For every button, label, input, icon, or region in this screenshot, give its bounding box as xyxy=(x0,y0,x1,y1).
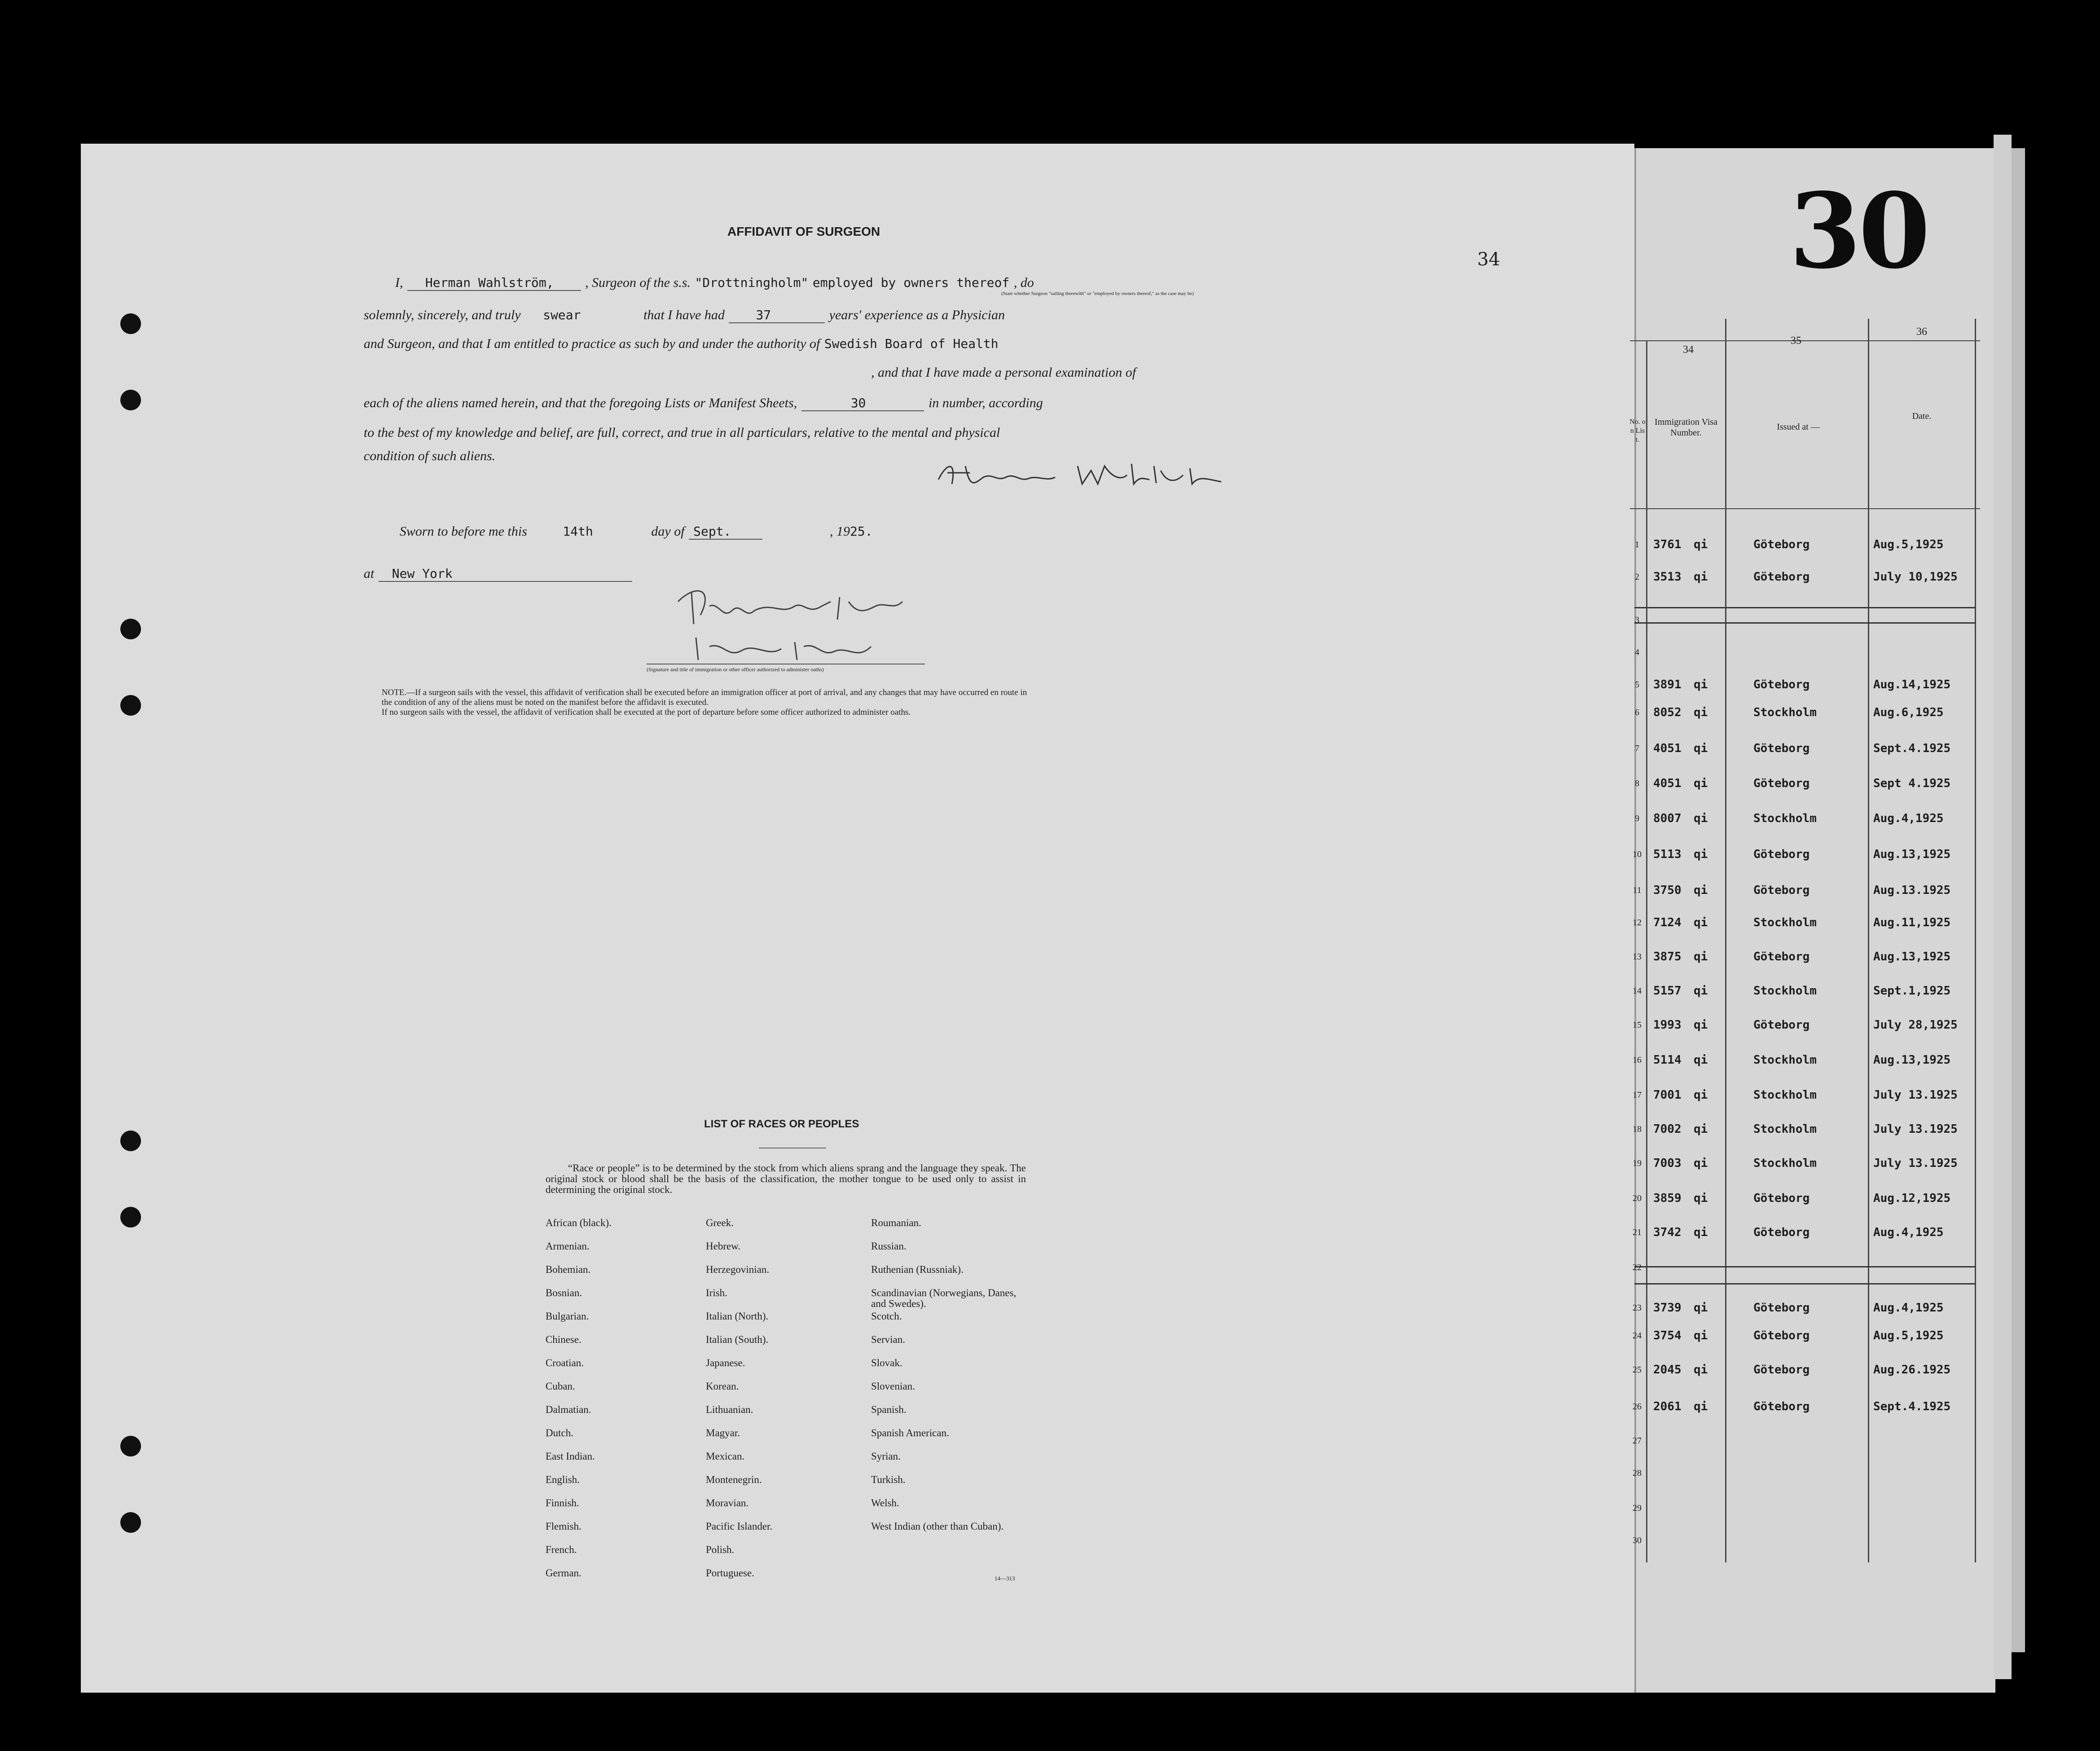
race-item: Chinese. xyxy=(546,1334,581,1345)
race-item: West Indian (other than Cuban). xyxy=(871,1521,1004,1532)
form-code: 14—313 xyxy=(995,1575,1015,1582)
issue-date: Sept.4.1925 xyxy=(1873,742,1951,755)
issued-at: Göteborg xyxy=(1753,678,1810,691)
visa-quota-code: qi xyxy=(1694,777,1708,790)
row-number: 12 xyxy=(1633,918,1642,928)
binder-hole xyxy=(120,619,141,639)
issued-at: Stockholm xyxy=(1753,706,1817,719)
issue-date: Sept.4.1925 xyxy=(1873,1400,1951,1413)
text-in-number: in number, according xyxy=(928,396,1043,410)
races-column-2 xyxy=(706,1218,841,1591)
races-intro: “Race or people” is to be determined by the stock from which aliens sprang and the language they speak. The original stock or blood shall be the basis of the classification, the mother tongue to be used only to assist in determining the original stock. xyxy=(546,1162,1026,1195)
row-number: 30 xyxy=(1633,1535,1642,1545)
row-number: 6 xyxy=(1635,708,1639,717)
issued-at: Göteborg xyxy=(1753,538,1810,551)
race-item: Mexican. xyxy=(706,1451,745,1462)
race-item: Cuban. xyxy=(546,1381,575,1392)
race-item: Italian (North). xyxy=(706,1311,769,1322)
race-item: Japanese. xyxy=(706,1357,745,1368)
visa-quota-code: qi xyxy=(1694,884,1708,897)
issue-date: Sept.1,1925 xyxy=(1873,984,1951,998)
left-page xyxy=(81,144,1634,1693)
race-item: Moravian. xyxy=(706,1497,749,1509)
visa-quota-code: qi xyxy=(1694,812,1708,825)
issue-date: July 13.1925 xyxy=(1873,1088,1958,1102)
visa-quota-code: qi xyxy=(1694,1400,1708,1413)
sheet-number-stamp: 30 xyxy=(1789,171,1928,292)
race-item: Russian. xyxy=(871,1241,907,1252)
note-line-3: If no surgeon sails with the vessel, the affidavit of verification shall be executed at the port of departure before some officer authorized to administer oaths. xyxy=(382,708,911,717)
text-i: I, xyxy=(395,275,403,290)
table-vline xyxy=(1725,319,1726,1562)
races-column-3 xyxy=(871,1218,1019,1544)
affidavit-line-6 xyxy=(364,425,1000,440)
row-number: 26 xyxy=(1633,1402,1642,1412)
col-number-36: 36 xyxy=(1916,326,1927,338)
visa-quota-code: qi xyxy=(1694,1018,1708,1032)
row-number: 5 xyxy=(1635,680,1639,690)
affidavit-title: AFFIDAVIT OF SURGEON xyxy=(727,224,881,238)
visa-quota-code: qi xyxy=(1694,984,1708,998)
issued-at: Göteborg xyxy=(1753,884,1810,897)
issue-date: July 10,1925 xyxy=(1873,570,1958,584)
visa-quota-code: qi xyxy=(1694,1157,1708,1170)
issue-date: Aug.5,1925 xyxy=(1873,1329,1944,1342)
race-item: Italian (South). xyxy=(706,1334,769,1345)
text-do: , do xyxy=(1013,275,1034,290)
affidavit-line-4 xyxy=(871,365,1136,380)
visa-number: 3859 xyxy=(1653,1192,1682,1205)
race-item: Slovak. xyxy=(871,1357,903,1368)
issued-at: Göteborg xyxy=(1753,1226,1810,1239)
issued-at: Göteborg xyxy=(1753,848,1810,861)
visa-quota-code: qi xyxy=(1694,1329,1708,1342)
text-condition: condition of such aliens. xyxy=(364,449,496,463)
officer-caption: (Signature and title of immigration or other officer authorized to administer oaths) xyxy=(647,664,925,673)
race-item: English. xyxy=(546,1474,580,1485)
issued-at: Göteborg xyxy=(1753,742,1810,755)
race-item: Roumanian. xyxy=(871,1217,921,1228)
issue-date: Aug.4,1925 xyxy=(1873,1301,1944,1315)
race-item: Ruthenian (Russniak). xyxy=(871,1264,964,1275)
race-item: Spanish. xyxy=(871,1404,907,1415)
swear: swear xyxy=(543,308,581,322)
row-number: 15 xyxy=(1633,1020,1642,1030)
visa-quota-code: qi xyxy=(1694,950,1708,963)
visa-quota-code: qi xyxy=(1694,916,1708,929)
text-years-experience: years' experience as a Physician xyxy=(829,308,1005,322)
issued-at: Göteborg xyxy=(1753,950,1810,963)
visa-number: 5114 xyxy=(1653,1053,1682,1067)
race-item: Lithuanian. xyxy=(706,1404,753,1415)
issue-date: Aug.4,1925 xyxy=(1873,1226,1944,1239)
row-number: 21 xyxy=(1633,1227,1642,1237)
sworn-day: 14th xyxy=(563,524,593,539)
row-separator xyxy=(1634,1266,1976,1267)
binder-hole xyxy=(120,313,141,334)
header-visa-number: Immigration Visa Number. xyxy=(1654,417,1718,438)
race-item: Irish. xyxy=(706,1287,727,1298)
issued-at: Göteborg xyxy=(1753,777,1810,790)
issued-at: Stockholm xyxy=(1753,984,1817,998)
row-number: 13 xyxy=(1633,952,1642,962)
row-separator xyxy=(1634,607,1976,608)
row-number: 9 xyxy=(1635,814,1639,823)
row-number: 14 xyxy=(1633,986,1642,996)
visa-number: 8052 xyxy=(1653,706,1682,719)
text-sworn: Sworn to before me this xyxy=(400,524,527,539)
binder-hole xyxy=(120,390,141,410)
visa-number: 8007 xyxy=(1653,812,1682,825)
sworn-year: 25. xyxy=(850,524,873,539)
issue-date: Aug.13.1925 xyxy=(1873,884,1951,897)
text-authority: and Surgeon, and that I am entitled to practice as such by and under the authority of xyxy=(364,336,820,351)
text-examination: , and that I have made a personal examination of xyxy=(871,365,1136,380)
binder-hole xyxy=(120,1512,141,1533)
row-number: 22 xyxy=(1633,1263,1642,1272)
race-item: Dutch. xyxy=(546,1427,573,1439)
col-number-34: 34 xyxy=(1683,344,1694,356)
race-item: Scotch. xyxy=(871,1311,902,1322)
page-edge-shadow xyxy=(2012,148,2025,1652)
race-item: Croatian. xyxy=(546,1357,584,1368)
visa-number: 7003 xyxy=(1653,1157,1682,1170)
table-vline xyxy=(1646,341,1647,1562)
header-date: Date. xyxy=(1912,411,1932,421)
visa-quota-code: qi xyxy=(1694,1088,1708,1102)
surgeon-status-note: (State whether Surgeon "sailing therewith" or "employed by owners thereof," as the case may be) xyxy=(1001,291,1194,296)
visa-quota-code: qi xyxy=(1694,1122,1708,1136)
text-knowledge: to the best of my knowledge and belief, are full, correct, and true in all particulars, relative to the mental and physical xyxy=(364,425,1000,440)
issue-date: Aug.13,1925 xyxy=(1873,1053,1951,1067)
issued-at: Göteborg xyxy=(1753,1400,1810,1413)
row-number: 8 xyxy=(1635,779,1639,788)
visa-number: 3750 xyxy=(1653,884,1682,897)
visa-quota-code: qi xyxy=(1694,570,1708,584)
row-number: 24 xyxy=(1633,1331,1642,1341)
issue-date: Sept 4.1925 xyxy=(1873,777,1951,790)
row-number: 29 xyxy=(1633,1503,1642,1513)
issued-at: Stockholm xyxy=(1753,812,1817,825)
issued-at: Göteborg xyxy=(1753,1301,1810,1315)
issued-at: Göteborg xyxy=(1753,1329,1810,1342)
visa-number: 7124 xyxy=(1653,916,1682,929)
text-at: at xyxy=(364,566,374,581)
sworn-line xyxy=(400,524,873,539)
visa-number: 3761 xyxy=(1653,538,1682,551)
races-title: LIST OF RACES OR PEOPLES xyxy=(704,1118,859,1130)
issued-at: Göteborg xyxy=(1753,1018,1810,1032)
race-item: Herzegovinian. xyxy=(706,1264,770,1275)
race-item: Polish. xyxy=(706,1544,735,1555)
employed-by: employed by owners thereof xyxy=(812,275,1010,290)
binder-hole xyxy=(120,1436,141,1456)
at-place: New York xyxy=(379,566,632,582)
row-number: 23 xyxy=(1633,1303,1642,1313)
text-have-had: that I have had xyxy=(643,308,725,322)
race-item: Turkish. xyxy=(871,1474,906,1485)
text-nineteen: , 19 xyxy=(829,524,850,539)
issue-date: Aug.13,1925 xyxy=(1873,950,1951,963)
race-item: Bulgarian. xyxy=(546,1311,589,1322)
left-page-number: 34 xyxy=(1477,249,1500,270)
race-item: French. xyxy=(546,1544,577,1555)
affidavit-line-3 xyxy=(364,336,999,352)
visa-number: 5113 xyxy=(1653,848,1682,861)
visa-number: 2061 xyxy=(1653,1400,1682,1413)
issue-date: Aug.12,1925 xyxy=(1873,1192,1951,1205)
row-number: 19 xyxy=(1633,1158,1642,1168)
issued-at: Göteborg xyxy=(1753,1363,1810,1377)
binder-hole xyxy=(120,1207,141,1227)
issued-at: Stockholm xyxy=(1753,1157,1817,1170)
issued-at: Göteborg xyxy=(1753,1192,1810,1205)
issued-at: Stockholm xyxy=(1753,1053,1817,1067)
table-vline xyxy=(1975,319,1976,1562)
text-manifest-sheets: each of the aliens named herein, and that the foregoing Lists or Manifest Sheets, xyxy=(364,396,797,410)
issue-date: July 13.1925 xyxy=(1873,1157,1958,1170)
visa-quota-code: qi xyxy=(1694,1226,1708,1239)
issue-date: Aug.6,1925 xyxy=(1873,706,1944,719)
ship-name: "Drottningholm" xyxy=(695,275,809,290)
surgeon-name: Herman Wahlström, xyxy=(407,275,581,291)
row-separator xyxy=(1634,1283,1976,1285)
row-separator xyxy=(1634,622,1976,624)
race-item: Flemish. xyxy=(546,1521,581,1532)
text-solemnly: solemnly, sincerely, and truly xyxy=(364,308,521,322)
visa-quota-code: qi xyxy=(1694,1192,1708,1205)
row-number: 27 xyxy=(1633,1436,1642,1446)
visa-number: 3891 xyxy=(1653,678,1682,691)
race-item: Magyar. xyxy=(706,1427,740,1439)
issue-date: Aug.5,1925 xyxy=(1873,538,1944,551)
years-experience: 37 xyxy=(729,308,825,323)
visa-quota-code: qi xyxy=(1694,742,1708,755)
note-line-2: the condition of any of the aliens must be noted on the manifest before the affidavit is executed. xyxy=(382,698,709,707)
binder-hole xyxy=(120,695,141,716)
race-item: Scandinavian (Norwegians, Danes, and Swedes). xyxy=(871,1287,1017,1309)
row-number: 18 xyxy=(1633,1124,1642,1134)
row-number: 4 xyxy=(1635,647,1639,657)
sheet-count: 30 xyxy=(801,396,925,411)
race-item: Slovenian. xyxy=(871,1381,915,1392)
visa-number: 3875 xyxy=(1653,950,1682,963)
row-number: 28 xyxy=(1633,1468,1642,1478)
row-number: 2 xyxy=(1635,572,1639,582)
visa-number: 3513 xyxy=(1653,570,1682,584)
note-line-1: NOTE.—If a surgeon sails with the vessel, this affidavit of verification shall be executed before an immigration officer at port of arrival, and any changes that may have occurred en route in xyxy=(382,688,1027,697)
race-item: East Indian. xyxy=(546,1451,595,1462)
surgeon-signature xyxy=(934,457,1230,493)
races-column-1 xyxy=(546,1218,680,1591)
race-item: Bohemian. xyxy=(546,1264,591,1275)
race-item: Spanish American. xyxy=(871,1427,949,1439)
row-number: 10 xyxy=(1633,849,1642,859)
race-item: African (black). xyxy=(546,1217,612,1228)
visa-number: 5157 xyxy=(1653,984,1682,998)
visa-quota-code: qi xyxy=(1694,1301,1708,1315)
race-item: German. xyxy=(546,1567,581,1579)
issue-date: Aug.26.1925 xyxy=(1873,1363,1951,1377)
visa-quota-code: qi xyxy=(1694,1363,1708,1377)
visa-quota-code: qi xyxy=(1694,706,1708,719)
row-number: 20 xyxy=(1633,1193,1642,1203)
affidavit-line-7 xyxy=(364,448,495,464)
header-no-on-list: No. on List. xyxy=(1629,418,1646,444)
sworn-month: Sept. xyxy=(689,524,762,540)
race-item: Pacific Islander. xyxy=(706,1521,773,1532)
issued-at: Stockholm xyxy=(1753,916,1817,929)
table-header-rule xyxy=(1630,508,1980,509)
race-item: Armenian. xyxy=(546,1241,590,1252)
race-item: Korean. xyxy=(706,1381,739,1392)
at-line xyxy=(364,566,632,581)
issue-date: Aug.13,1925 xyxy=(1873,848,1951,861)
race-item: Syrian. xyxy=(871,1451,901,1462)
visa-number: 4051 xyxy=(1653,742,1682,755)
issue-date: Aug.14,1925 xyxy=(1873,678,1951,691)
visa-number: 3739 xyxy=(1653,1301,1682,1315)
race-item: Finnish. xyxy=(546,1497,579,1509)
issued-at: Göteborg xyxy=(1753,570,1810,584)
authority: Swedish Board of Health xyxy=(824,336,999,351)
race-item: Hebrew. xyxy=(706,1241,741,1252)
race-item: Dalmatian. xyxy=(546,1404,591,1415)
row-number: 3 xyxy=(1635,615,1639,625)
visa-number: 4051 xyxy=(1653,777,1682,790)
row-number: 16 xyxy=(1633,1055,1642,1065)
issued-at: Stockholm xyxy=(1753,1122,1817,1136)
col-number-35: 35 xyxy=(1791,335,1801,347)
race-item: Montenegrin. xyxy=(706,1474,762,1485)
race-item: Bosnian. xyxy=(546,1287,582,1298)
race-item: Greek. xyxy=(706,1217,734,1228)
issue-date: July 28,1925 xyxy=(1873,1018,1958,1032)
visa-quota-code: qi xyxy=(1694,678,1708,691)
officer-signature xyxy=(660,575,911,664)
visa-number: 3754 xyxy=(1653,1329,1682,1342)
text-surgeon-of: , Surgeon of the s.s. xyxy=(585,275,691,290)
row-number: 7 xyxy=(1635,744,1639,753)
table-vline xyxy=(1868,319,1869,1562)
issue-date: Aug.11,1925 xyxy=(1873,916,1951,929)
race-item: Welsh. xyxy=(871,1497,899,1509)
header-issued-at: Issued at — xyxy=(1777,422,1820,432)
visa-quota-code: qi xyxy=(1694,538,1708,551)
visa-number: 2045 xyxy=(1653,1363,1682,1377)
visa-number: 3742 xyxy=(1653,1226,1682,1239)
binder-hole xyxy=(120,1131,141,1151)
visa-number: 7002 xyxy=(1653,1122,1682,1136)
issue-date: Aug.4,1925 xyxy=(1873,812,1944,825)
visa-quota-code: qi xyxy=(1694,1053,1708,1067)
race-item: Servian. xyxy=(871,1334,906,1345)
race-item: Portuguese. xyxy=(706,1567,754,1579)
issued-at: Stockholm xyxy=(1753,1088,1817,1102)
row-number: 11 xyxy=(1633,885,1642,895)
page-edge xyxy=(1994,135,2012,1679)
affidavit-line-5 xyxy=(364,395,1043,411)
visa-number: 7001 xyxy=(1653,1088,1682,1102)
row-number: 25 xyxy=(1633,1365,1642,1375)
visa-number: 1993 xyxy=(1653,1018,1682,1032)
text-day-of: day of xyxy=(651,524,685,539)
row-number: 1 xyxy=(1635,540,1639,550)
visa-quota-code: qi xyxy=(1694,848,1708,861)
row-number: 17 xyxy=(1633,1090,1642,1100)
affidavit-line-1 xyxy=(395,275,1034,290)
issue-date: July 13.1925 xyxy=(1873,1122,1958,1136)
affidavit-line-2 xyxy=(364,307,1005,323)
